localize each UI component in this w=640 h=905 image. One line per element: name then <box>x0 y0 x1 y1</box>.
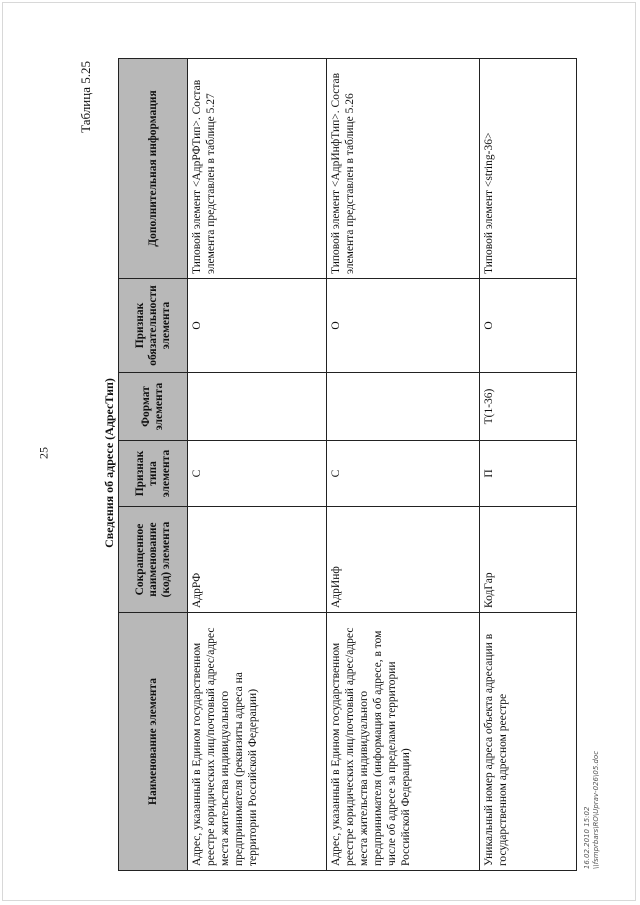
cell-format <box>327 373 480 441</box>
rotated-table-block <box>78 53 548 873</box>
cell-required: О <box>480 279 577 373</box>
file-stamp <box>583 751 601 869</box>
header-element-type: Признак типа элемента <box>119 441 188 507</box>
cell-required: О <box>327 279 480 373</box>
page-number: 25 <box>36 447 51 459</box>
cell-format <box>188 373 327 441</box>
header-element-code: Сокращенное наименование (код) элемента <box>119 507 188 613</box>
table-number-label: Таблица 5.25 <box>78 61 93 133</box>
cell-type: С <box>327 441 480 507</box>
address-table <box>118 58 577 871</box>
cell-format: T(1-36) <box>480 373 577 441</box>
header-element-format: Формат элемента <box>119 373 188 441</box>
cell-info: Типовой элемент <string-36> <box>480 59 577 279</box>
header-additional-info: Дополнительная информация <box>119 59 188 279</box>
stamp-path: \\fsmprbars\RO\Uprav-026\05.doc <box>592 750 600 870</box>
table-header-row <box>119 59 188 871</box>
stamp-date: 16.02.2010 15:02 <box>582 806 591 870</box>
cell-name: Адрес, указанный в Едином государственном реестре юридических лиц/почтовый адрес/адрес места жительства индивидуального предпринимателя (информация об адресе, в том числе об адресе за пределами территории Российской Федерации) <box>327 613 480 871</box>
cell-type: С <box>188 441 327 507</box>
header-element-required: Признак обязательности элемента <box>119 279 188 373</box>
table-row <box>480 59 577 871</box>
cell-name: Адрес, указанный в Едином государственном реестре юридических лиц/почтовый адрес/адрес места жительства индивидуального предпринимателя (реквизиты адреса на территории Российской Федерации) <box>188 613 327 871</box>
cell-type: П <box>480 441 577 507</box>
cell-info: Типовой элемент <АдрРФТип>. Состав элемента представлен в таблице 5.27 <box>188 59 327 279</box>
table-title: Сведения об адресе (АдресТип) <box>102 378 116 548</box>
cell-code: КодГар <box>480 507 577 613</box>
header-element-name: Наименование элемента <box>119 613 188 871</box>
cell-code: АдрИнф <box>327 507 480 613</box>
table-row <box>327 59 480 871</box>
cell-required: О <box>188 279 327 373</box>
table-row <box>188 59 327 871</box>
cell-code: АдрРФ <box>188 507 327 613</box>
cell-info: Типовой элемент <АдрИнфТип>. Состав элемента представлен в таблице 5.26 <box>327 59 480 279</box>
cell-name: Уникальный номер адреса объекта адресации в государственном адресном реестре <box>480 613 577 871</box>
